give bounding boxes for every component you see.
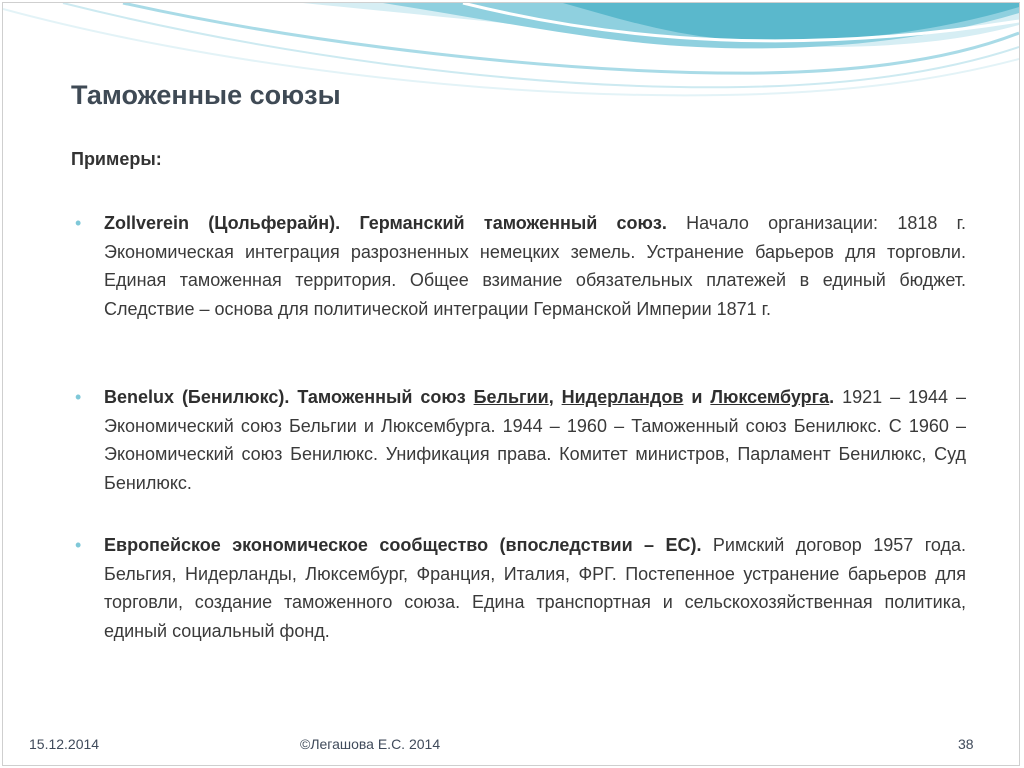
examples-label: Примеры: (71, 149, 162, 169)
footer-date: 15.12.2014 (29, 736, 100, 752)
list-item-zollverein (75, 209, 966, 323)
heading-part: , (548, 387, 562, 407)
heading-part: и (683, 387, 711, 407)
list-item-text (104, 531, 966, 645)
list-item-text (104, 209, 966, 323)
heading-part: . (829, 387, 835, 407)
list-item-eec (75, 531, 966, 645)
list-item-text (104, 383, 966, 497)
bullet-icon: • (75, 387, 82, 407)
item-body: Римский договор 1957 года. Бельгия, Нидерланды, Люксембург, Франция, Италия, ФРГ. Постепенное устранение барьеров для торговли, создание таможенного союза. Едина транспортная и сельскохозяйственная политика, единый социальный фонд. (104, 535, 966, 641)
list-item-benelux (75, 383, 966, 497)
heading-part-netherlands: Нидерландов (561, 387, 684, 407)
footer-author: ©Легашова Е.С. 2014 (300, 736, 441, 752)
item-heading (104, 387, 834, 407)
slide (2, 2, 1020, 766)
heading-part-belgium: Бельгии (473, 387, 549, 407)
item-body: Начало организации: 1818 г. Экономическая интеграция разрозненных немецких земель. Устранение барьеров для торговли. Единая таможенная территория. Общее взимание обязательных платежей в единый бюджет. Следствие – основа для политической интеграции Германской Империи 1871 г. (104, 213, 967, 319)
page-number: 38 (958, 736, 974, 752)
bullet-icon: • (75, 535, 82, 555)
bullet-icon: • (75, 213, 82, 233)
slide-title: Таможенные союзы (71, 80, 341, 110)
item-heading: Zollverein (Цольферайн). Германский таможенный союз. (104, 213, 667, 233)
item-heading: Европейское экономическое сообщество (впоследствии – ЕС). (104, 535, 702, 555)
heading-part-luxembourg: Люксембурга (710, 387, 830, 407)
item-body: 1921 – 1944 – Экономический союз Бельгии и Люксембурга. 1944 – 1960 – Таможенный союз Бенилюкс. С 1960 – Экономический союз Бенилюкс. Унификация права. Комитет министров, Парламент Бенилюкс, Суд Бенилюкс. (104, 387, 966, 493)
heading-part: Benelux (Бенилюкс). Таможенный союз (104, 387, 474, 407)
